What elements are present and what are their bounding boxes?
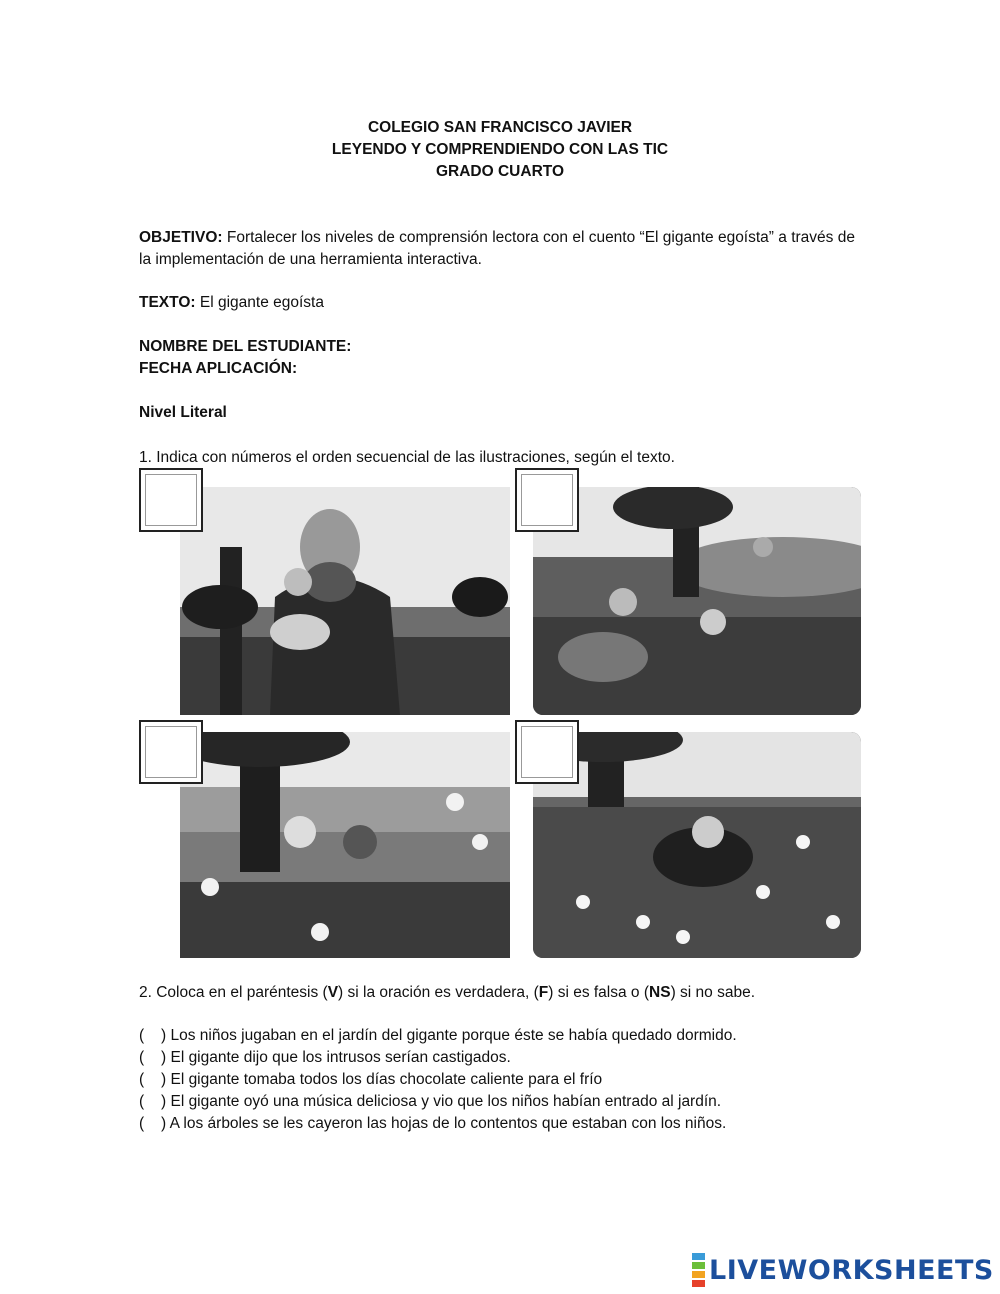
level-heading: Nivel Literal bbox=[139, 404, 227, 421]
logo-badge-segment bbox=[692, 1262, 705, 1269]
answer-paren-close: ) bbox=[161, 1027, 167, 1044]
question-2-text-part: ) si es falsa o ( bbox=[548, 984, 650, 1001]
statement-row bbox=[139, 1113, 899, 1135]
question-1: 1. Indica con números el orden secuencial de las ilustraciones, según el texto. bbox=[139, 449, 675, 466]
grade-label: GRADO CUARTO bbox=[435, 163, 565, 180]
answer-paren-open[interactable]: ( bbox=[139, 1027, 145, 1044]
statement-row bbox=[139, 1047, 899, 1069]
answer-paren-open[interactable]: ( bbox=[139, 1049, 145, 1066]
false-code: F bbox=[538, 984, 549, 1001]
statement-list bbox=[139, 1025, 899, 1135]
logo-badge-icon bbox=[692, 1252, 705, 1288]
text-line bbox=[139, 292, 869, 314]
answer-paren-open[interactable]: ( bbox=[139, 1115, 145, 1132]
answer-paren-close: ) bbox=[161, 1049, 167, 1066]
statement-text: El gigante oyó una música deliciosa y vio que los niños habían entrado al jardín. bbox=[166, 1093, 722, 1110]
logo-badge-segment bbox=[692, 1271, 705, 1278]
liveworksheets-logo bbox=[692, 1252, 994, 1288]
school-name: COLEGIO SAN FRANCISCO JAVIER bbox=[367, 119, 633, 136]
answer-paren-open[interactable]: ( bbox=[139, 1093, 145, 1110]
answer-paren-close: ) bbox=[161, 1115, 167, 1132]
statement-row bbox=[139, 1091, 899, 1113]
question-2-text-part: 2. Coloca en el paréntesis ( bbox=[139, 984, 328, 1001]
statement-text: A los árboles se les cayeron las hojas de lo contentos que estaban con los niños. bbox=[166, 1115, 727, 1132]
logo-text: LIVEWORKSHEETS bbox=[709, 1254, 994, 1286]
statement-text: El gigante tomaba todos los días chocolate caliente para el frío bbox=[166, 1071, 603, 1088]
application-date-label: FECHA APLICACIÓN: bbox=[139, 360, 298, 377]
objective-paragraph bbox=[139, 227, 869, 271]
illustration-children-playing bbox=[533, 487, 861, 715]
logo-badge-segment bbox=[692, 1280, 705, 1287]
statement-row bbox=[139, 1025, 899, 1047]
answer-paren-close: ) bbox=[161, 1071, 167, 1088]
statement-text: Los niños jugaban en el jardín del gigante porque éste se había quedado dormido. bbox=[166, 1027, 737, 1044]
worksheet-header bbox=[0, 117, 1000, 183]
statement-text: El gigante dijo que los intrusos serían castigados. bbox=[166, 1049, 511, 1066]
order-number-box-4[interactable] bbox=[515, 720, 579, 784]
true-code: V bbox=[327, 984, 339, 1001]
order-number-box-1[interactable] bbox=[139, 468, 203, 532]
text-label: TEXTO: bbox=[139, 294, 196, 311]
objective-label: OBJETIVO: bbox=[139, 229, 223, 246]
question-2-text-part: ) si no sabe. bbox=[670, 984, 755, 1001]
illustration-crying-children bbox=[180, 732, 510, 958]
illustration-giant-holding-child bbox=[180, 487, 510, 715]
question-2-text-part: ) si la oración es verdadera, ( bbox=[338, 984, 539, 1001]
worksheet-title: LEYENDO Y COMPRENDIENDO CON LAS TIC bbox=[331, 141, 669, 158]
illustration-giant-in-flowers bbox=[533, 732, 861, 958]
text-value: El gigante egoísta bbox=[195, 294, 324, 311]
unknown-code: NS bbox=[649, 984, 671, 1001]
objective-text: Fortalecer los niveles de comprensión lectora con el cuento “El gigante egoísta” a través de la implementación de una herramienta interactiva. bbox=[139, 229, 855, 268]
logo-badge-segment bbox=[692, 1253, 705, 1260]
answer-paren-open[interactable]: ( bbox=[139, 1071, 145, 1088]
question-2 bbox=[139, 982, 899, 1004]
order-number-box-3[interactable] bbox=[139, 720, 203, 784]
order-number-box-2[interactable] bbox=[515, 468, 579, 532]
student-name-label: NOMBRE DEL ESTUDIANTE: bbox=[139, 338, 352, 355]
statement-row bbox=[139, 1069, 899, 1091]
answer-paren-close: ) bbox=[161, 1093, 167, 1110]
